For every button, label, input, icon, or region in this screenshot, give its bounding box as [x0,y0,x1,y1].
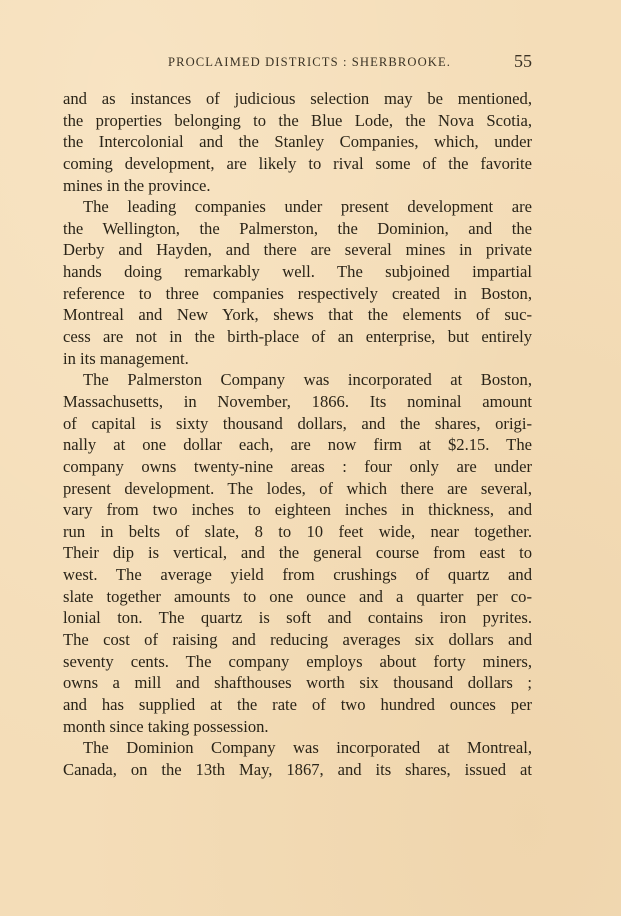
paragraph-dominion-company [63,737,532,780]
text-line: Massachusetts, in November, 1866. Its nominal amount [63,391,532,411]
running-title: PROCLAIMED DISTRICTS : SHERBROOKE. [168,55,452,69]
text-line: the properties belonging to the Blue Lode, the Nova Scotia, [63,110,532,130]
text-line: The cost of raising and reducing averages six dollars and [63,630,532,650]
text-line: run in belts of slate, 8 to 10 feet wide, near together. [63,521,532,541]
text-line: in its management. [63,348,189,368]
text-line: The leading companies under present development are [83,197,532,217]
text-line: Canada, on the 13th May, 1867, and its shares, issued at [63,759,532,779]
text-line: owns a mill and shafthouses worth six thousand dollars ; [63,673,532,693]
text-line: nally at one dollar each, are now firm at $2.15. The [63,435,532,455]
paragraph-leading-companies [63,196,532,369]
text-line: The Dominion Company was incorporated at Montreal, [83,738,532,758]
paragraph-palmerston-company [63,369,532,737]
text-line: of capital is sixty thousand dollars, and the shares, origi- [63,413,532,433]
text-line: and as instances of judicious selection may be mentioned, [63,89,532,108]
text-line: the Wellington, the Palmerston, the Dominion, and the [63,218,532,238]
text-line: The Palmerston Company was incorporated at Boston, [83,370,532,390]
text-line: vary from two inches to eighteen inches in thickness, and [63,500,532,520]
text-line: west. The average yield from crushings of quartz and [63,565,532,585]
running-head [0,52,621,74]
text-line: Their dip is vertical, and the general course from east to [63,543,532,563]
text-line: slate together amounts to one ounce and a quarter per co- [63,586,532,606]
text-line: present development. The lodes, of which there are several, [63,478,532,498]
text-line: and has supplied at the rate of two hundred ounces per [63,694,532,714]
text-line: cess are not in the birth-place of an enterprise, but entirely [63,327,532,347]
text-line: month since taking possession. [63,716,269,736]
text-line: company owns twenty-nine areas : four only are under [63,456,532,476]
text-line: mines in the province. [63,175,211,195]
page-number: 55 [514,51,532,71]
text-line: seventy cents. The company employs about forty miners, [63,651,532,671]
body-text [63,88,532,781]
text-line: reference to three companies respectively created in Boston, [63,283,532,303]
text-line: hands doing remarkably well. The subjoined impartial [63,262,532,282]
text-line: Montreal and New York, shews that the elements of suc- [63,305,532,325]
text-line: lonial ton. The quartz is soft and contains iron pyrites. [63,608,532,628]
text-line: coming development, are likely to rival some of the favorite [63,153,532,173]
text-line: Derby and Hayden, and there are several mines in private [63,240,532,260]
paragraph-continuation [63,88,532,196]
text-line: the Intercolonial and the Stanley Companies, which, under [63,132,532,152]
